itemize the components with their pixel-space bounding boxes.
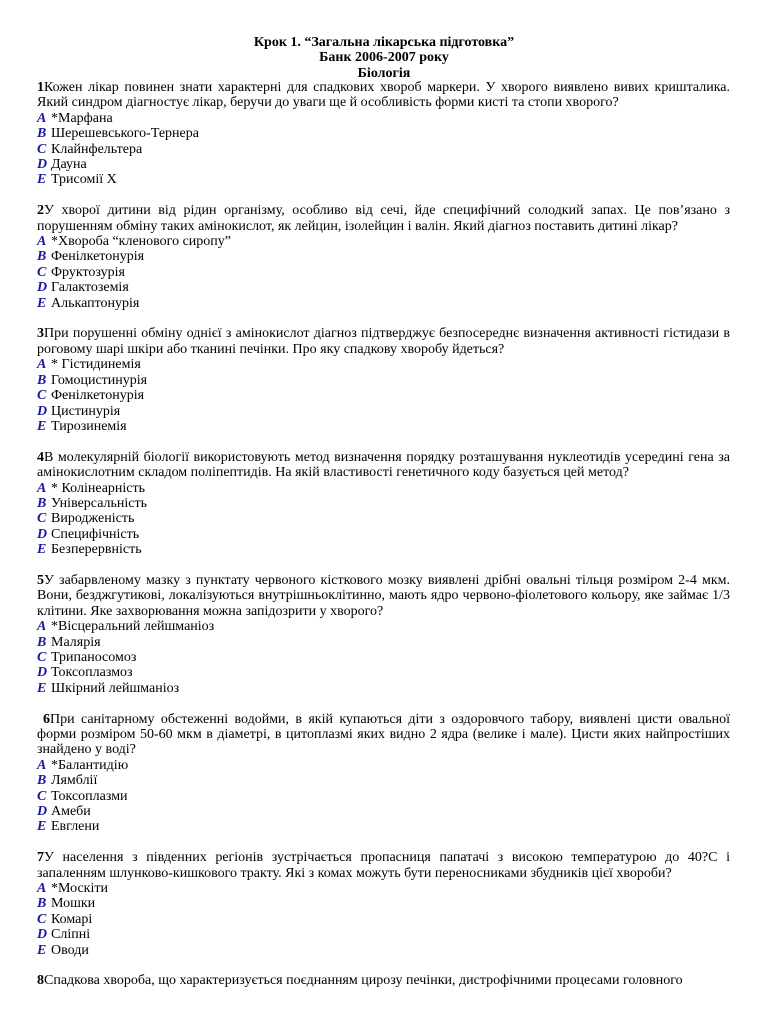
option-text: *Хвороба “кленового сиропу” <box>51 234 231 250</box>
question-block <box>37 326 730 434</box>
option-letter: E <box>37 819 47 835</box>
question-number: 4 <box>37 449 44 465</box>
answer-option <box>37 896 730 911</box>
question-text <box>37 573 730 619</box>
question-body: У хворої дитини від рідин організму, особливо від сечі, йде специфічний солодкий запах. Це пов’язано з порушенням обміну таких амінокислот, як лейцин, ізолейцин і валін. Який діагноз поставить дитині лікар? <box>37 203 730 234</box>
option-text: Фруктозурія <box>51 264 125 280</box>
question-text <box>37 450 730 481</box>
option-letter: C <box>37 649 47 665</box>
option-text: Алькаптонурія <box>51 295 140 311</box>
answer-option <box>37 619 730 634</box>
option-letter: B <box>37 896 47 912</box>
answer-option <box>37 481 730 496</box>
option-letter: D <box>37 804 48 820</box>
answer-option <box>37 249 730 264</box>
answer-option <box>37 542 730 557</box>
answer-option <box>37 804 730 819</box>
option-letter: A <box>37 881 47 897</box>
answer-option <box>37 404 730 419</box>
option-text: Галактоземія <box>51 280 129 296</box>
answer-option <box>37 773 730 788</box>
answer-option <box>37 789 730 804</box>
answer-option <box>37 758 730 773</box>
answer-option <box>37 912 730 927</box>
option-text: Токсоплазмоз <box>51 665 133 681</box>
option-text: *Марфана <box>51 110 113 126</box>
option-letter: B <box>37 773 47 789</box>
option-text: Евглени <box>51 819 100 835</box>
option-letter: E <box>37 680 47 696</box>
answer-option <box>37 126 730 141</box>
option-text: Фенілкетонурія <box>51 388 145 404</box>
answer-option <box>37 419 730 434</box>
answer-option <box>37 280 730 295</box>
exam-title: Крок 1. “Загальна лікарська підготовка” <box>253 35 515 50</box>
option-letter: E <box>37 172 47 188</box>
question-body: У забарвленому мазку з пунктату червоного кісткового мозку виявлені дрібні овальні тільця розміром 2-4 мкм. Вони, безджгутикові, локалізуються внутрішньоклітинно, мають ядро червоно-фіолетового кольору, яке займає 1/3 клітини. Яке захворювання можна запідозрити у хворого? <box>37 572 730 619</box>
option-letter: A <box>37 234 47 250</box>
option-text: Безперервність <box>51 542 142 558</box>
question-block <box>37 850 730 958</box>
option-text: Клайнфельтера <box>51 141 143 157</box>
question-number: 3 <box>37 326 44 342</box>
answer-option <box>37 388 730 403</box>
option-letter: A <box>37 480 47 496</box>
option-text: Мошки <box>51 896 96 912</box>
question-number: 1 <box>37 80 44 95</box>
option-letter: B <box>37 495 47 511</box>
answer-option <box>37 157 730 172</box>
option-text: Малярія <box>51 634 101 650</box>
question-text <box>37 973 730 988</box>
answer-option <box>37 111 730 126</box>
option-letter: A <box>37 357 47 373</box>
option-text: Трипаносомоз <box>51 649 137 665</box>
option-letter: B <box>37 249 47 265</box>
option-letter: C <box>37 264 47 280</box>
question-text <box>37 203 730 234</box>
question-block <box>37 973 730 988</box>
option-text: Шерешевського-Тернера <box>51 126 199 142</box>
question-body: При порушенні обміну однієї з амінокислот діагноз підтверджує безпосереднє визначення активності гістидази в роговому шарі шкіри або тканині печінки. Про яку спадкову хворобу йдеться? <box>37 326 730 357</box>
option-letter: E <box>37 542 47 558</box>
option-letter: B <box>37 634 47 650</box>
answer-option <box>37 665 730 680</box>
option-letter: A <box>37 110 47 126</box>
option-text: Специфічність <box>51 526 140 542</box>
answer-option <box>37 496 730 511</box>
option-text: Токсоплазми <box>51 788 128 804</box>
answer-option <box>37 373 730 388</box>
option-letter: E <box>37 418 47 434</box>
answer-option <box>37 681 730 696</box>
document-header <box>0 35 768 81</box>
option-text: Універсальність <box>51 495 147 511</box>
option-text: Трисомії Х <box>51 172 117 188</box>
option-letter: D <box>37 665 48 681</box>
question-block <box>37 712 730 835</box>
answer-option <box>37 527 730 542</box>
option-letter: E <box>37 295 47 311</box>
question-body: Спадкова хвороба, що характеризується поєднанням цирозу печінки, дистрофічними процесами головного <box>44 973 683 989</box>
question-block <box>37 203 730 311</box>
option-text: Дауна <box>51 157 87 173</box>
bank-year: Банк 2006-2007 року <box>319 50 449 66</box>
answer-option <box>37 265 730 280</box>
option-letter: C <box>37 511 47 527</box>
question-block <box>37 450 730 558</box>
option-text: *Балантидію <box>51 757 129 773</box>
option-letter: A <box>37 757 47 773</box>
subject-title: Біологія <box>357 65 411 81</box>
option-text: *Вісцеральний лейшманіоз <box>51 619 215 635</box>
option-text: Лямблії <box>51 773 98 789</box>
answer-option <box>37 511 730 526</box>
answer-option <box>37 943 730 958</box>
option-letter: C <box>37 788 47 804</box>
option-text: * Колінеарність <box>51 480 146 496</box>
question-body: Кожен лікар повинен знати характерні для спадкових хвороб маркери. У хворого виявлено вивих кришталика. Який синдром діагностує лікар, беручи до уваги ще й особливість форми кисті та стопи хворого? <box>37 80 730 111</box>
answer-option <box>37 650 730 665</box>
question-block <box>37 80 730 188</box>
option-text: Оводи <box>51 942 89 958</box>
option-text: Сліпні <box>51 927 91 943</box>
option-text: Цистинурія <box>51 403 121 419</box>
answer-option <box>37 881 730 896</box>
option-letter: D <box>37 526 48 542</box>
answer-option <box>37 172 730 187</box>
question-body: У населення з південних регіонів зустрічається пропасниця папатачі з високою температурою до 40?С і запаленням шлунково-кишкового тракту. Які з комах можуть бути переносниками збудників цієї хвороби? <box>37 850 730 881</box>
option-text: Фенілкетонурія <box>51 249 145 265</box>
answer-option <box>37 819 730 834</box>
option-letter: D <box>37 403 48 419</box>
option-text: Амеби <box>51 804 91 820</box>
option-letter: B <box>37 126 47 142</box>
answer-option <box>37 635 730 650</box>
option-letter: C <box>37 388 47 404</box>
option-letter: D <box>37 280 48 296</box>
answer-option <box>37 927 730 942</box>
question-number: 2 <box>37 203 44 219</box>
question-block <box>37 573 730 696</box>
question-number: 7 <box>37 850 44 866</box>
question-body: В молекулярній біології використовують метод визначення порядку розташування нуклеотидів усередині гена за амінокислотним складом поліпептидів. На якій властивості генетичного коду базується цей метод? <box>37 449 730 481</box>
option-letter: C <box>37 911 47 927</box>
option-text: * Гістидинемія <box>51 357 141 373</box>
option-text: Тирозинемія <box>51 418 127 434</box>
question-text <box>37 326 730 357</box>
question-body: При санітарному обстеженні водойми, в якій купаються діти з оздоровчого табору, виявлені цисти овальної форми розміром 50-60 мкм в діаметрі, в цитоплазмі яких видно 2 ядра (велике і мале). Цисти яких найпростіших знайдено у воді? <box>37 711 730 758</box>
question-number: 5 <box>37 572 44 588</box>
option-letter: B <box>37 372 47 388</box>
option-text: Шкірний лейшманіоз <box>51 680 180 696</box>
option-letter: D <box>37 927 48 943</box>
option-text: Комарі <box>51 911 93 927</box>
option-text: Виродженість <box>51 511 135 527</box>
option-text: *Москіти <box>51 881 108 897</box>
question-text <box>37 80 730 111</box>
answer-option <box>37 142 730 157</box>
question-number: 8 <box>37 973 44 989</box>
option-letter: E <box>37 942 47 958</box>
answer-option <box>37 296 730 311</box>
question-text <box>37 712 730 758</box>
question-text <box>37 850 730 881</box>
option-letter: A <box>37 619 47 635</box>
questions-list <box>37 80 730 1004</box>
answer-option <box>37 357 730 372</box>
answer-option <box>37 234 730 249</box>
option-text: Гомоцистинурія <box>51 372 148 388</box>
question-number: 6 <box>43 711 50 727</box>
option-letter: C <box>37 141 47 157</box>
option-letter: D <box>37 157 48 173</box>
